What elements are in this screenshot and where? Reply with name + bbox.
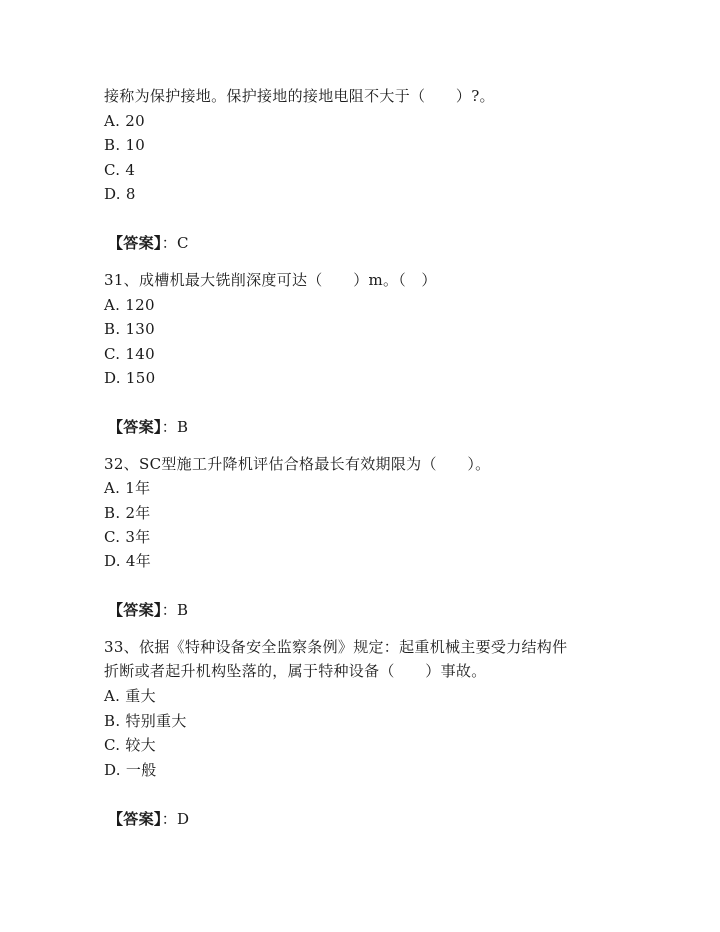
- answer-separator: ：: [161, 810, 178, 828]
- answer-label: 【答案】: [108, 418, 162, 436]
- q32-stem: 32、SC型施工升降机评估合格最长有效期限为（ ）。: [104, 455, 491, 473]
- q31-option-d: D. 150: [104, 369, 156, 387]
- answer-value: B: [177, 418, 189, 436]
- q33-option-a: A. 重大: [104, 687, 156, 705]
- q30-answer: [108, 233, 189, 253]
- q30-option-b: B. 10: [104, 136, 146, 154]
- q32-option-a: A. 1年: [104, 479, 151, 497]
- q32-option-c: C. 3年: [104, 528, 151, 546]
- q32-option-b: B. 2年: [104, 504, 151, 522]
- q33-answer: [108, 809, 189, 829]
- q30-option-c: C. 4: [104, 161, 136, 179]
- answer-separator: ：: [161, 601, 178, 619]
- q33-option-c: C. 较大: [104, 736, 156, 754]
- q31-answer: [108, 417, 188, 437]
- q33-option-b: B. 特别重大: [104, 712, 187, 730]
- q32-option-d: D. 4年: [104, 552, 152, 570]
- q31-option-b: B. 130: [104, 320, 155, 338]
- q31-option-c: C. 140: [104, 345, 155, 363]
- answer-value: C: [177, 234, 189, 252]
- answer-label: 【答案】: [108, 810, 162, 828]
- answer-separator: ：: [161, 234, 178, 252]
- answer-label: 【答案】: [108, 234, 162, 252]
- q30-option-a: A. 20: [104, 112, 145, 130]
- answer-value: B: [177, 601, 189, 619]
- q31-stem: 31、成槽机最大铣削深度可达（ ）m。（ ）: [104, 271, 437, 289]
- q30-option-d: D. 8: [104, 185, 136, 203]
- answer-separator: ：: [161, 418, 178, 436]
- q31-option-a: A. 120: [104, 296, 155, 314]
- answer-value: D: [177, 810, 190, 828]
- q33-stem-line-1: 33、依据《特种设备安全监察条例》规定：起重机械主要受力结构件: [104, 638, 568, 656]
- q33-option-d: D. 一般: [104, 761, 157, 779]
- q32-answer: [108, 600, 188, 620]
- q30-stem: 接称为保护接地。保护接地的接地电阻不大于（ ）?。: [104, 87, 495, 105]
- answer-label: 【答案】: [108, 601, 162, 619]
- q33-stem-line-2: 折断或者起升机构坠落的，属于特种设备（ ）事故。: [104, 662, 487, 680]
